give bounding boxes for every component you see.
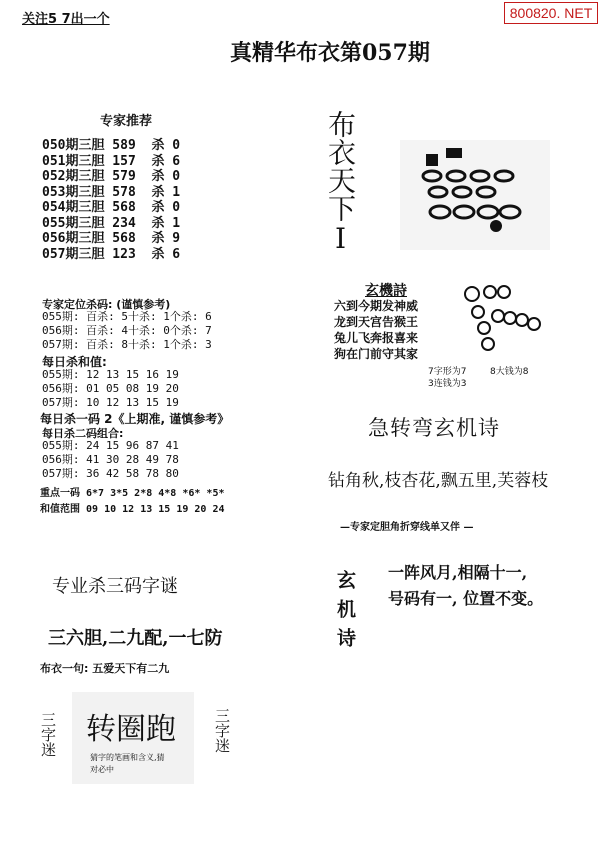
erma-list [42,439,179,481]
buyi-vertical-title: 布衣天下I [324,110,357,255]
list-item: 056期三胆 568 杀 9 [42,231,181,246]
yima-heading: 每日杀一码 2《上期准, 谨慎参考》 [40,412,230,426]
poem-vertical-title: 玄机诗 [334,570,356,657]
list-item: 050期三胆 589 杀 0 [42,138,181,153]
erma-heading: 每日杀二码组合: [42,427,124,440]
list-item: 055期: 12 13 15 16 19 [42,368,179,381]
poem-line: 一阵风月,相隔十一, [388,563,528,582]
zimi-answer: 三六胆,二九配,一七防 [48,628,223,649]
puzzle-image [72,692,194,784]
site-watermark: 800820. NET [504,2,598,24]
poem-line: 龙到天宫告猴王 [334,315,419,329]
list-item: 056期: 01 05 08 19 20 [42,382,179,395]
list-item: 054期三胆 568 杀 0 [42,200,181,215]
bead-note-3: 3连钱为3 [428,379,467,389]
list-item: 057期三胆 123 杀 6 [42,246,181,262]
list-item: 057期: 百杀: 8十杀: 1个杀: 3 [42,338,212,351]
expert-banner: —专家定胆角折穿线单又伴 — [340,522,474,533]
poem-line: 狗在门前守其家 [334,347,419,361]
list-item: 055期: 24 15 96 87 41 [42,439,179,452]
expert-heading: 专家推荐 [100,114,153,129]
dingwei-list [42,310,212,352]
list-item: 051期三胆 157 杀 6 [42,153,181,169]
expert-list [42,138,180,262]
list-item: 056期: 百杀: 4十杀: 0个杀: 7 [42,324,212,337]
xuanji-heading: 玄機詩 [365,283,407,299]
zimi-heading: 专业杀三码字谜 [52,576,178,597]
dingwei-heading: 专家定位杀码: (谨慎参考) [42,298,171,311]
puzzle-caption-2: 对必中 [90,765,114,774]
list-item: 053期三胆 578 杀 1 [42,184,181,200]
jizhuan-text: 钻角秋,枝杏花,飘五里,芙蓉枝 [328,471,549,491]
final-poem [388,560,543,612]
puzzle-caption-1: 猜字的笔画和含义,猜 [90,753,165,762]
list-item: 057期: 36 42 58 78 80 [42,467,179,480]
list-item: 055期三胆 234 杀 1 [42,215,181,231]
side-label-right: 三字迷 [213,708,231,753]
list-item: 056期: 41 30 28 49 78 [42,453,179,466]
list-item: 057期: 10 12 13 15 19 [42,396,179,409]
hezhi-list [42,368,179,410]
xuanji-poem [334,298,418,362]
coin-stack-graphic [400,140,550,250]
side-label-left: 三字迷 [39,712,57,757]
zhongdian-line: 重点一码 6*7 3*5 2*8 4*8 *6* *5* [40,488,225,499]
hezhi-range: 和值范围 09 10 12 13 15 19 20 24 [40,504,225,515]
poem-line: 六到今期发神威 [334,299,419,313]
poem-line: 号码有一, 位置不变。 [388,589,544,608]
bead-note-1: 7字形为7 [428,367,467,377]
bead-chain-graphic [450,282,555,362]
list-item: 055期: 百杀: 5十杀: 1个杀: 6 [42,310,212,323]
hezhi-heading: 每日杀和值: [42,355,107,369]
buyi-line: 布衣一句: 五爱天下有二九 [40,662,170,675]
poem-line: 兔儿飞奔报喜来 [334,331,419,345]
puzzle-glyph: 转圈跑 [86,712,176,747]
page-title: 真精华布衣第057期 [230,40,430,66]
list-item: 052期三胆 579 杀 0 [42,169,181,184]
bead-note-2: 8大钱为8 [490,367,529,377]
jizhuan-heading: 急转弯玄机诗 [368,416,500,440]
top-note: 关注5 7出一个 [22,12,110,27]
